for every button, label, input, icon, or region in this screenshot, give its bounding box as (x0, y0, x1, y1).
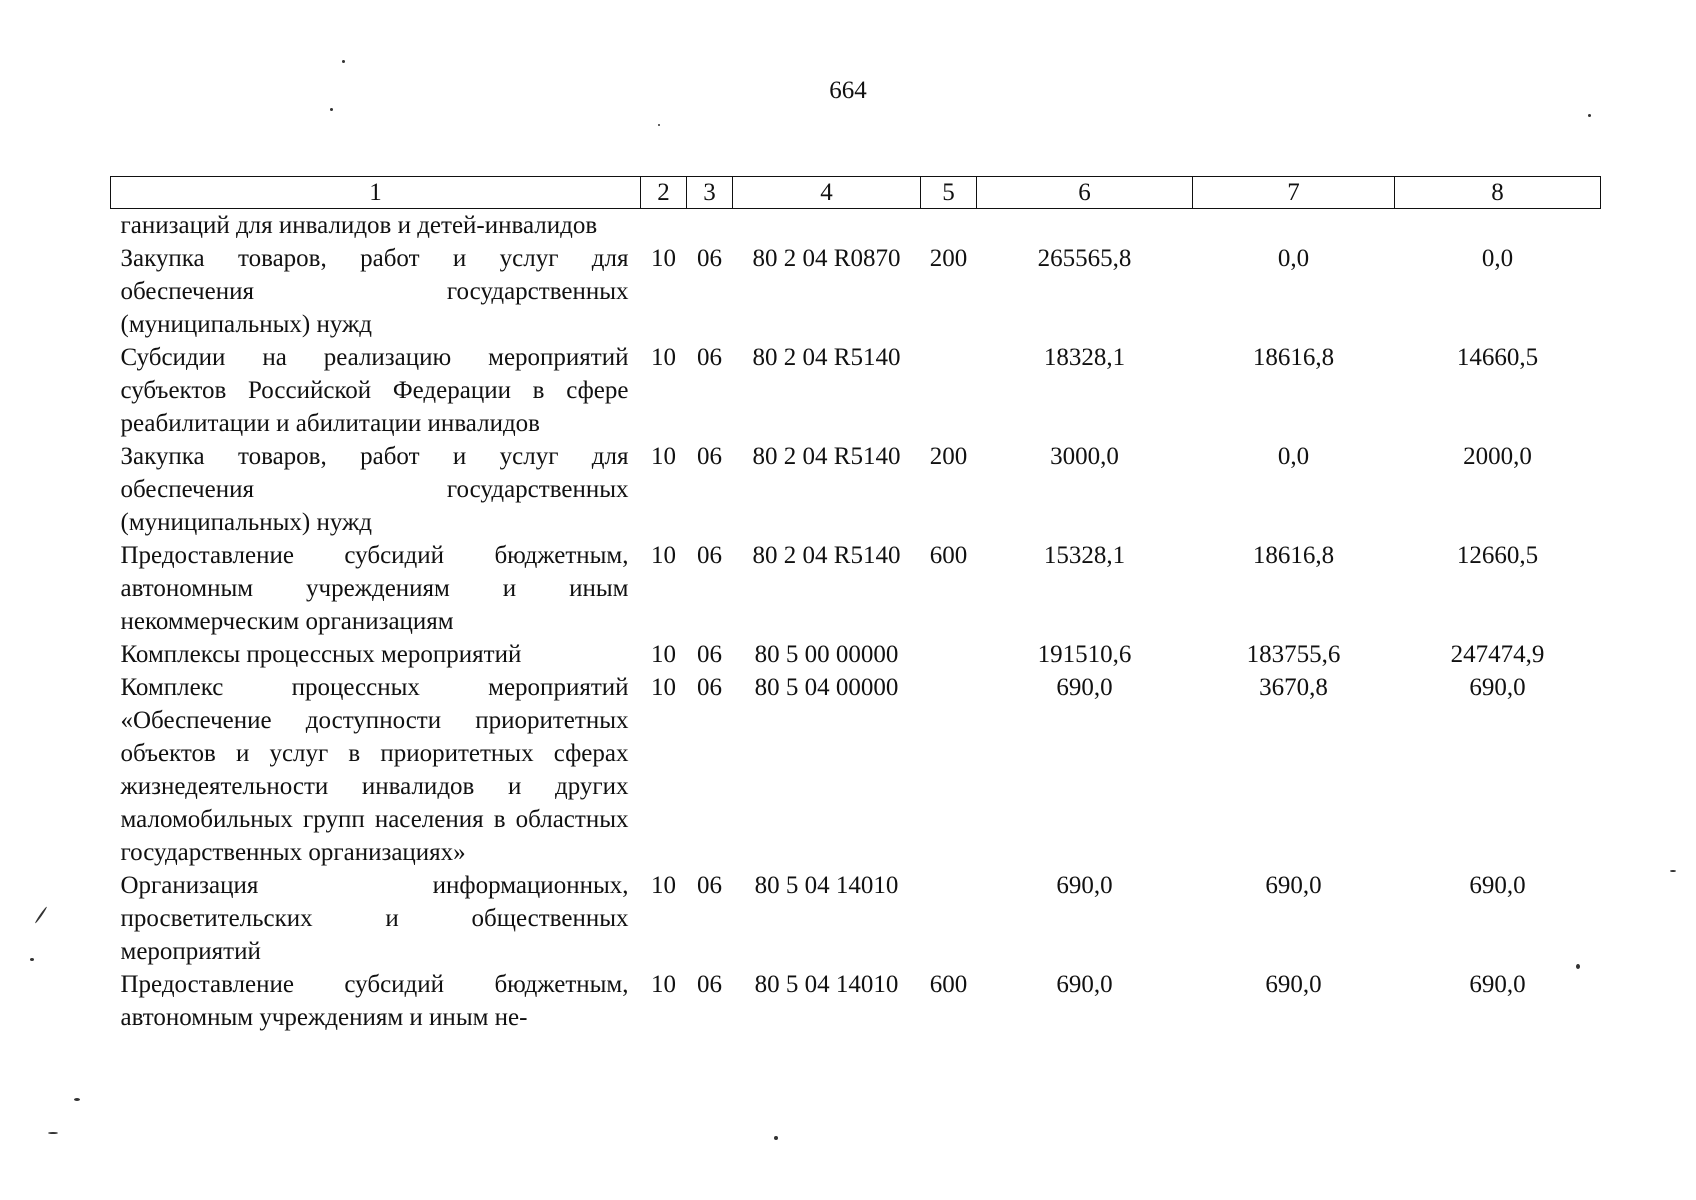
expense-type-code: 600 (929, 542, 968, 569)
section-code: 10 (651, 344, 676, 371)
amount-col-6: 265565,8 (1037, 245, 1132, 272)
row-name: ганизаций для инвалидов и детей-инвалидов (120, 212, 598, 239)
amount-col-8: 690,0 (1469, 872, 1526, 899)
target-article-code (733, 209, 921, 243)
column-header: 6 (977, 177, 1193, 209)
column-header: 7 (1193, 177, 1395, 209)
scan-speck (48, 1132, 58, 1134)
column-header: 8 (1395, 177, 1601, 209)
row-name: Комплекс процессных мероприятий «Обеспечение доступности приоритетных объектов и услуг в приоритетных сферах жизнедеятельности инвалидов и других маломобильных групп населения в областных государственных организациях» (120, 674, 629, 866)
target-article-code: 80 5 00 00000 (754, 641, 899, 668)
amount-col-8: 14660,5 (1456, 344, 1539, 371)
amount-col-6: 191510,6 (1037, 641, 1132, 668)
target-article-code: 80 5 04 00000 (754, 674, 899, 701)
amount-col-6: 690,0 (1056, 674, 1113, 701)
subsection-code: 06 (697, 542, 722, 569)
target-article-code: 80 2 04 R5140 (752, 443, 901, 470)
expense-type-code (921, 209, 977, 243)
column-header: 3 (687, 177, 733, 209)
table-row (111, 968, 1601, 1034)
column-header: 5 (921, 177, 977, 209)
row-name: Организация информационных, просветительских и общественных мероприятий (120, 872, 629, 965)
subsection-code: 06 (697, 443, 722, 470)
subsection-code (687, 209, 733, 243)
amount-col-8: 247474,9 (1450, 641, 1545, 668)
expense-type-code: 600 (929, 971, 968, 998)
target-article-code: 80 2 04 R5140 (752, 344, 901, 371)
scan-speck (30, 958, 34, 961)
subsection-code: 06 (697, 674, 722, 701)
amount-col-7: 0,0 (1277, 245, 1310, 272)
section-code: 10 (651, 443, 676, 470)
section-code: 10 (651, 872, 676, 899)
section-code: 10 (651, 542, 676, 569)
expense-type-code (921, 638, 977, 671)
amount-col-6: 3000,0 (1050, 443, 1119, 470)
subsection-code: 06 (697, 872, 722, 899)
table-header-row (111, 177, 1601, 209)
scan-speck (774, 1136, 778, 1140)
amount-col-8: 2000,0 (1463, 443, 1532, 470)
column-header: 2 (641, 177, 687, 209)
target-article-code: 80 2 04 R5140 (752, 542, 901, 569)
subsection-code: 06 (697, 245, 722, 272)
amount-col-7: 3670,8 (1259, 674, 1328, 701)
subsection-code: 06 (697, 971, 722, 998)
amount-col-7: 690,0 (1265, 872, 1322, 899)
column-header: 4 (733, 177, 921, 209)
subsection-code: 06 (697, 344, 722, 371)
table-row (111, 440, 1601, 539)
row-name: Субсидии на реализацию мероприятий субъектов Российской Федерации в сфере реабилитации и абилитации инвалидов (120, 344, 629, 437)
table-row (111, 209, 1601, 243)
target-article-code: 80 5 04 14010 (754, 872, 899, 899)
amount-col-8 (1395, 209, 1601, 243)
amount-col-6: 690,0 (1056, 971, 1113, 998)
table-row (111, 671, 1601, 869)
expense-type-code (921, 341, 977, 440)
amount-col-7: 18616,8 (1252, 344, 1335, 371)
page-number: 664 (829, 77, 867, 104)
scan-speck (1588, 114, 1591, 117)
section-code: 10 (651, 245, 676, 272)
row-name: Предоставление субсидий бюджетным, автономным учреждениям и иным некоммерческим организациям (120, 542, 629, 635)
table-row (111, 638, 1601, 671)
amount-col-7: 183755,6 (1246, 641, 1341, 668)
column-header: 1 (111, 177, 641, 209)
row-name: Предоставление субсидий бюджетным, автономным учреждениям и иным не- (120, 971, 629, 1031)
expense-type-code (921, 671, 977, 869)
scan-speck (34, 906, 47, 924)
budget-table (110, 176, 1601, 1034)
target-article-code: 80 2 04 R0870 (752, 245, 901, 272)
scan-speck (1576, 964, 1580, 969)
table-row (111, 869, 1601, 968)
subsection-code: 06 (697, 641, 722, 668)
amount-col-6: 690,0 (1056, 872, 1113, 899)
table-row (111, 341, 1601, 440)
amount-col-8: 12660,5 (1456, 542, 1539, 569)
scan-speck (74, 1098, 80, 1101)
section-code: 10 (651, 674, 676, 701)
amount-col-7: 0,0 (1277, 443, 1310, 470)
amount-col-7 (1193, 209, 1395, 243)
scan-speck (658, 124, 660, 126)
table-row (111, 539, 1601, 638)
row-name: Закупка товаров, работ и услуг для обеспечения государственных (муниципальных) нужд (120, 443, 629, 536)
amount-col-8: 690,0 (1469, 971, 1526, 998)
scan-speck (1670, 870, 1676, 872)
amount-col-6: 18328,1 (1043, 344, 1126, 371)
amount-col-6: 15328,1 (1043, 542, 1126, 569)
amount-col-6 (977, 209, 1193, 243)
amount-col-7: 18616,8 (1252, 542, 1335, 569)
table-row (111, 242, 1601, 341)
section-code: 10 (651, 641, 676, 668)
amount-col-8: 690,0 (1469, 674, 1526, 701)
section-code: 10 (651, 971, 676, 998)
expense-type-code (921, 869, 977, 968)
amount-col-7: 690,0 (1265, 971, 1322, 998)
scan-speck (330, 108, 333, 111)
target-article-code: 80 5 04 14010 (754, 971, 899, 998)
row-name: Закупка товаров, работ и услуг для обеспечения государственных (муниципальных) нужд (120, 245, 629, 338)
expense-type-code: 200 (929, 443, 968, 470)
amount-col-8: 0,0 (1481, 245, 1514, 272)
section-code (641, 209, 687, 243)
expense-type-code: 200 (929, 245, 968, 272)
row-name: Комплексы процессных мероприятий (120, 641, 522, 668)
scan-speck (342, 60, 345, 63)
